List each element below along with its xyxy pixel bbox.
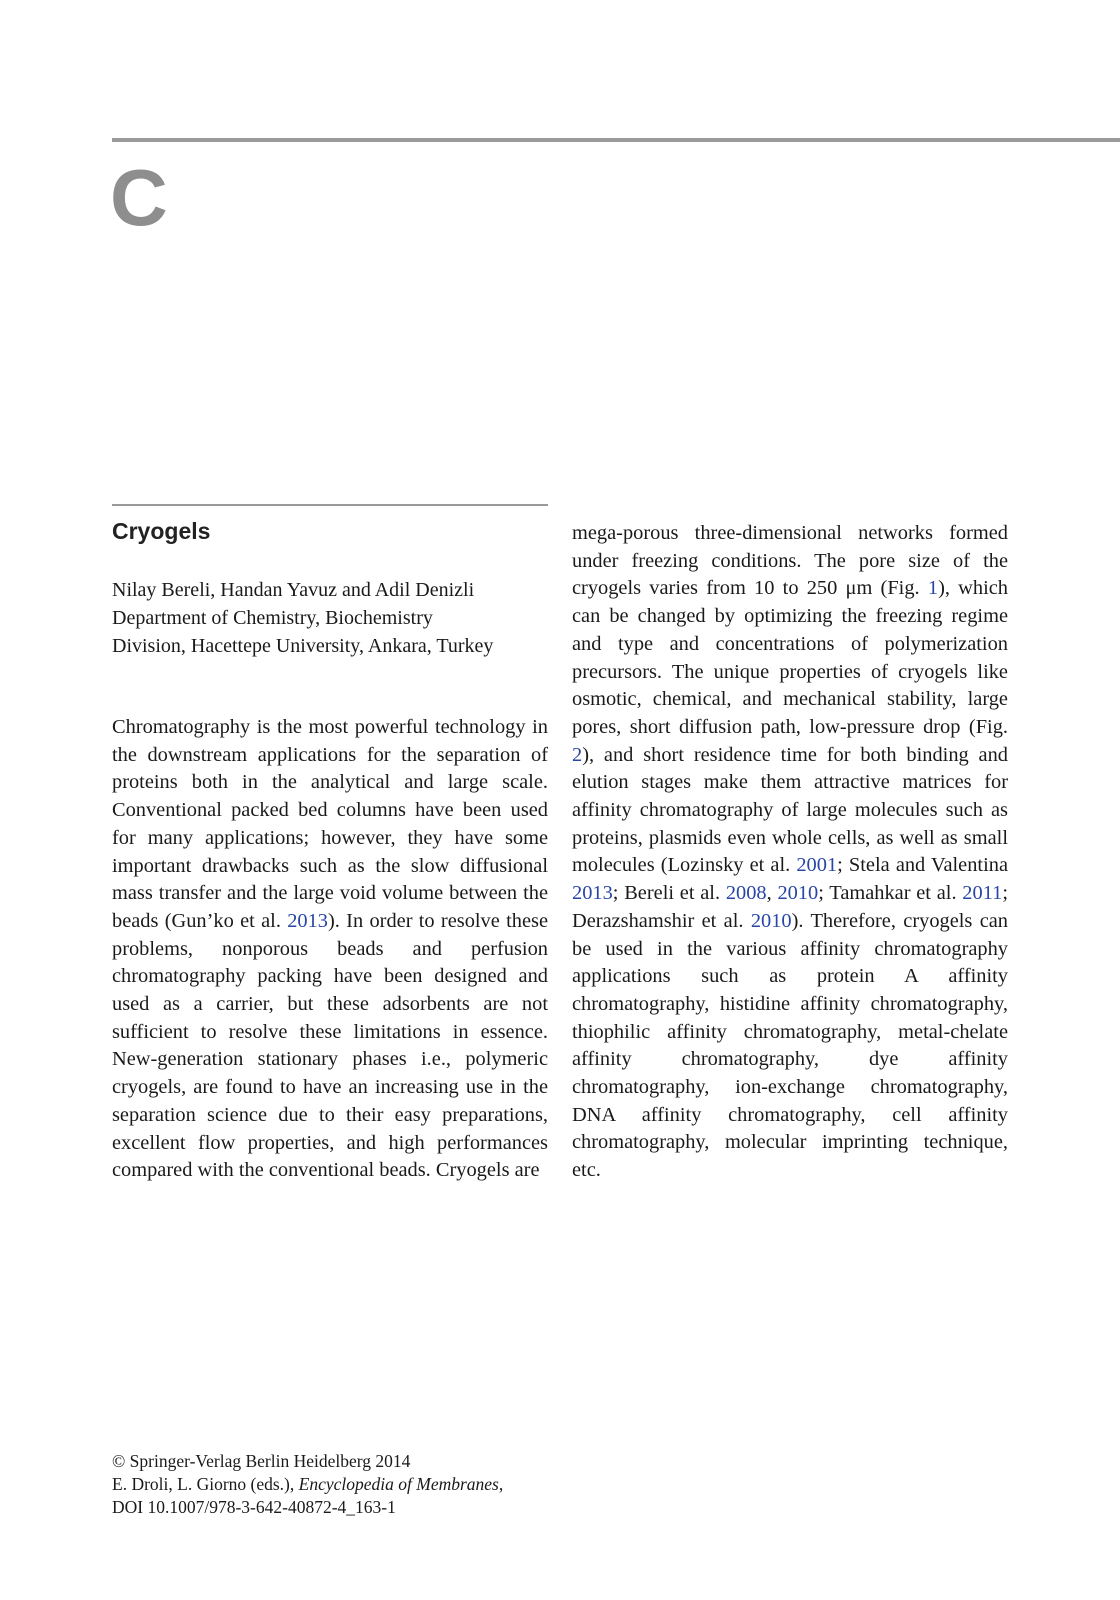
citation-link[interactable]: 2010 [750, 909, 792, 932]
doi: DOI 10.1007/978-3-642-40872-4_163-1 [112, 1497, 396, 1517]
citation-link[interactable]: 2001 [796, 854, 838, 877]
editors-tail: , [498, 1474, 504, 1494]
section-letter: C [110, 153, 168, 242]
footer [112, 1450, 572, 1519]
citation-link[interactable]: 2013 [287, 909, 328, 932]
body-text: ; Stela and Valentina [837, 854, 1009, 877]
top-rule [112, 138, 1120, 142]
author-block [112, 576, 552, 660]
affiliation-line-1: Department of Chemistry, Biochemistry [112, 607, 433, 629]
book-reference [112, 1473, 572, 1496]
citation-link[interactable]: 2010 [777, 882, 819, 905]
body-text: ; Bereli et al. [612, 882, 726, 905]
body-text: ). Therefore, cryogels can be used in the various affinity chromatography applications such as protein A affinity chromatography, histidine affinity chromatography, thiophilic affinity chromatography, metal-chelate affinity chromatography, dye affinity chromatography, ion-exchange chromatography, DNA affinity chromatography, cell affinity chromatography, molecular imprinting technique, etc. [572, 909, 1008, 1182]
body-text: mega-porous three-dimensional networks formed under freezing conditions. The pore size of the cryogels varies from 10 to 250 μm (Fig. [572, 522, 1008, 600]
title-rule [112, 504, 548, 506]
citation-link[interactable]: 2011 [962, 882, 1003, 905]
body-text: ; Derazshamshir et al. [572, 882, 1008, 932]
body-text: ; Tamahkar et al. [818, 882, 963, 905]
citation-link[interactable]: 2013 [572, 882, 613, 905]
editors: E. Droli, L. Giorno (eds.), [112, 1474, 299, 1494]
affiliation-line-2: Division, Hacettepe University, Ankara, Turkey [112, 635, 494, 657]
author-names: Nilay Bereli, Handan Yavuz and Adil Denizli [112, 579, 475, 601]
body-text: , [766, 882, 778, 905]
copyright: © Springer-Verlag Berlin Heidelberg 2014 [112, 1451, 411, 1471]
citation-link[interactable]: 2008 [725, 882, 767, 905]
body-column-right [572, 520, 1008, 1185]
body-text: Chromatography is the most powerful technology in the downstream applications for the separation of proteins both in the analytical and large scale. Conventional packed bed columns have been used for many applications; however, they have some important drawbacks such as the slow diffusional mass transfer and the large void volume between the beads (Gun’ko et al. [112, 716, 548, 932]
book-title: Encyclopedia of Membranes [298, 1474, 499, 1494]
body-text: ), and short residence time for both binding and elution stages make them attractive matrices for affinity chromatography of large molecules such as proteins, plasmids even whole cells, as well as small molecules (Lozinsky et al. [572, 743, 1008, 877]
body-column-left [112, 714, 548, 1185]
figure-link[interactable]: 2 [572, 743, 583, 766]
body-text: ), which can be changed by optimizing the freezing regime and type and concentrations of polymerization precursors. The unique properties of cryogels like osmotic, chemical, and mechanical stability, large pores, short diffusion path, low-pressure drop (Fig. [572, 577, 1008, 738]
figure-link[interactable]: 1 [927, 577, 939, 600]
body-text: ). In order to resolve these problems, nonporous beads and perfusion chromatography packing have been designed and used as a carrier, but these adsorbents are not sufficient to resolve these limitations in essence. New-generation stationary phases i.e., polymeric cryogels, are found to have an increasing use in the separation science due to their easy preparations, excellent flow properties, and high performances compared with the conventional beads. Cryogels are [112, 909, 548, 1182]
article-title: Cryogels [112, 518, 211, 544]
